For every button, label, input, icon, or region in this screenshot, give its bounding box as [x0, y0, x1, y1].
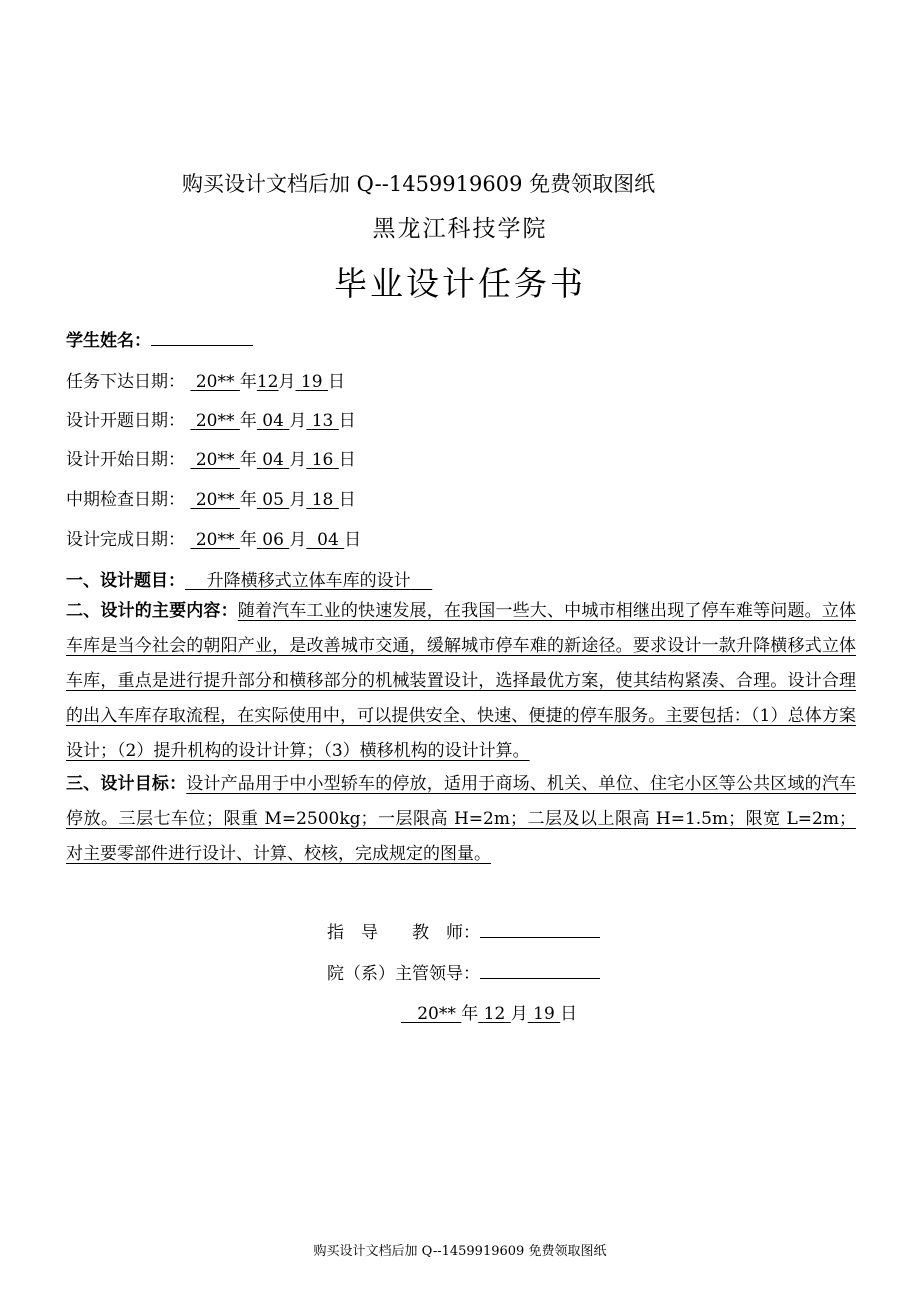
date-year-unit: 年 [239, 530, 257, 550]
date-year: 20** [195, 450, 235, 470]
date-year: 20** [195, 530, 235, 550]
date-month: 12 [256, 372, 279, 392]
student-name-blank [151, 331, 253, 346]
date-label: 任务下达日期： [66, 372, 185, 392]
date-month-unit: 月 [510, 1004, 528, 1024]
date-day: 19 [533, 1004, 555, 1024]
section-main-content [66, 594, 856, 769]
section-value: 随着汽车工业的快速发展，在我国一些大、中城市相继出现了停车难等问题。立体车库是当今社会的朝阳产业，是改善城市交通，缓解城市停车难的新途径。要求设计一款升降横移式立体车库，重点是进行提升部分和横移部分的机械装置设计，选择最优方案，使其结构紧凑、合理。设计合理的出入车库存取流程，在实际使用中，可以提供安全、快速、便捷的停车服务。主要包括：（1）总体方案设计；（2）提升机构的设计计算；（3）横移机构的设计计算。 [66, 601, 857, 761]
date-month: 06 [262, 530, 284, 550]
date-month: 04 [262, 450, 284, 470]
date-row-start [66, 445, 356, 470]
date-row-proposal [66, 406, 356, 431]
footer-note: 购买设计文档后加 Q--1459919609 免费领取图纸 [313, 1244, 607, 1259]
section-label: 三、设计目标： [66, 774, 187, 794]
date-year: 20** [195, 372, 235, 392]
date-month-unit: 月 [289, 490, 307, 510]
date-month: 05 [262, 490, 284, 510]
date-day-unit: 日 [560, 1004, 578, 1024]
student-name-row [66, 326, 253, 351]
date-year-unit: 年 [239, 411, 257, 431]
date-row-midterm [66, 485, 356, 510]
date-day: 18 [311, 490, 334, 510]
section-value: 设计产品用于中小型轿车的停放，适用于商场、机关、单位、住宅小区等公共区域的汽车停放。三层七车位；限重 M=2500kg；一层限高 H=2m；二层及以上限高 H=1.5m；限宽 L=2m；对主要零部件进行设计、计算、校核，完成规定的图量。 [66, 774, 857, 864]
advisor-row [327, 918, 600, 943]
section-design-goal [66, 767, 856, 872]
date-day: 04 [317, 530, 339, 550]
date-day-unit: 日 [338, 450, 356, 470]
date-day-unit: 日 [338, 411, 356, 431]
date-year-unit: 年 [461, 1004, 479, 1024]
leader-row [327, 959, 600, 984]
date-day-unit: 日 [344, 530, 362, 550]
section-label: 一、设计题目： [66, 571, 185, 591]
date-year: 20** [417, 1004, 456, 1024]
date-year: 20** [195, 411, 235, 431]
date-label: 中期检查日期： [66, 490, 185, 510]
section-design-title [66, 566, 432, 591]
date-month: 04 [262, 411, 284, 431]
section-label: 二、设计的主要内容： [66, 601, 238, 621]
signature-date [401, 999, 577, 1024]
date-month-unit: 月 [289, 450, 307, 470]
date-row-complete [66, 525, 361, 550]
date-month: 12 [483, 1004, 506, 1024]
date-year-unit: 年 [239, 490, 257, 510]
advisor-blank [480, 923, 600, 938]
date-day: 13 [311, 411, 334, 431]
advisor-label: 指 导 教 师： [327, 923, 480, 943]
date-row-assigned [66, 367, 345, 392]
date-day-unit: 日 [338, 490, 356, 510]
date-year-unit: 年 [239, 450, 257, 470]
leader-blank [480, 964, 600, 979]
date-day: 19 [300, 372, 323, 392]
school-name: 黑龙江科技学院 [372, 216, 548, 242]
date-label: 设计完成日期： [66, 530, 185, 550]
date-month-unit: 月 [289, 411, 307, 431]
section-value: 升降横移式立体车库的设计 [206, 571, 411, 591]
date-year: 20** [195, 490, 235, 510]
date-label: 设计开始日期： [66, 450, 185, 470]
document-title: 毕业设计任务书 [334, 264, 586, 303]
date-day: 16 [311, 450, 334, 470]
date-day-unit: 日 [327, 372, 345, 392]
date-label: 设计开题日期： [66, 411, 185, 431]
date-month-unit: 月 [278, 372, 296, 392]
date-year-unit: 年 [239, 372, 257, 392]
date-month-unit: 月 [289, 530, 307, 550]
leader-label: 院（系）主管领导： [327, 964, 480, 984]
student-name-label: 学生姓名： [66, 331, 151, 351]
header-note: 购买设计文档后加 Q--1459919609 免费领取图纸 [182, 172, 656, 196]
